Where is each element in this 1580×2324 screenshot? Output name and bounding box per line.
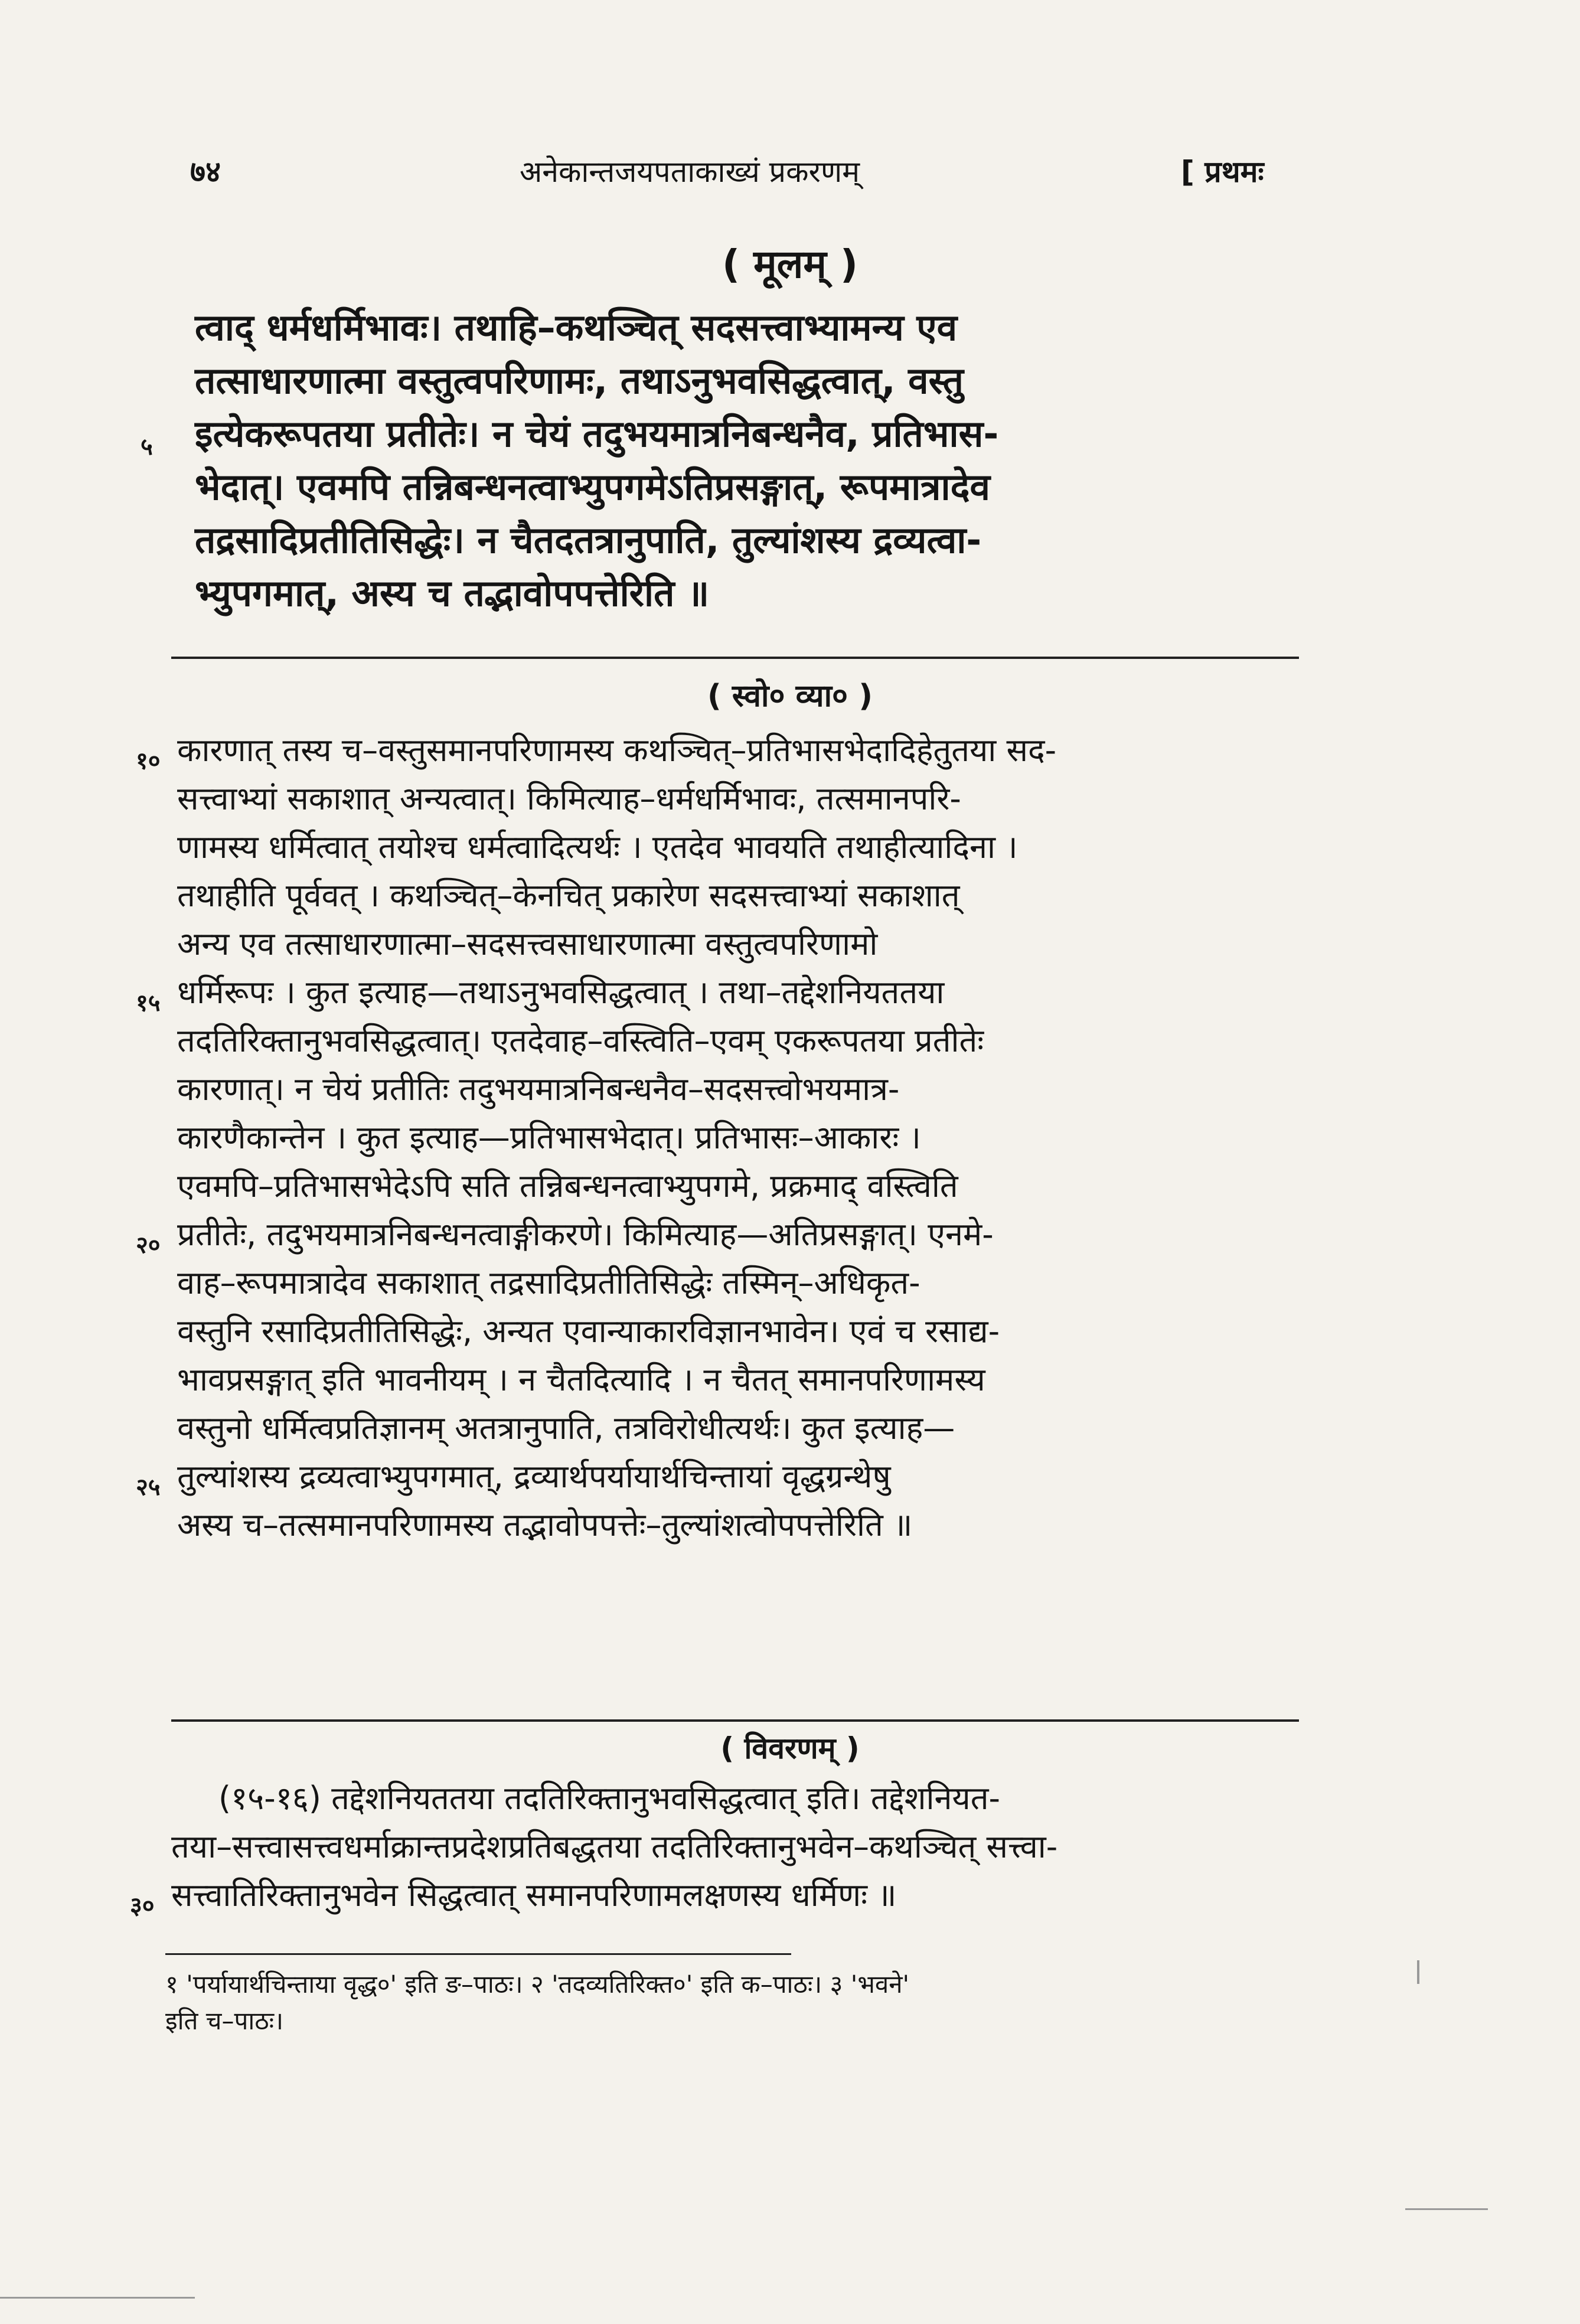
scan-mark <box>1405 2208 1488 2210</box>
tika-line: कारणात् तस्य च–वस्तुसमानपरिणामस्य कथञ्चित्–प्रतिभासभेदादिहेतुतया सद- <box>177 732 1057 769</box>
mula-heading: ( मूलम् ) <box>722 241 858 287</box>
line-number: २० <box>136 1232 161 1259</box>
tika-line: कारणात्। न चेयं प्रतीतिः तदुभयमात्रनिबन्धनैव–सदसत्त्वोभयमात्र- <box>177 1070 900 1108</box>
tika-line: एवमपि–प्रतिभासभेदेऽपि सति तन्निबन्धनत्वाभ्युपगमे, प्रक्रमाद् वस्त्विति <box>177 1167 958 1205</box>
footnote-line: इति च–पाठः। <box>165 2006 283 2035</box>
mula-line: तत्साधारणात्मा वस्तुत्वपरिणामः, तथाऽनुभवसिद्धत्वात्, वस्तु <box>195 359 964 402</box>
tika-line: वाह–रूपमात्रादेव सकाशात् तद्रसादिप्रतीतिसिद्धेः तस्मिन्–अधिकृत- <box>177 1264 920 1301</box>
section-label: [ प्रथमः <box>1181 155 1264 189</box>
footnote-line: १ 'पर्यायार्थचिन्ताया वृद्ध०' इति ङ–पाठः। २ 'तदव्यतिरिक्त०' इति क–पाठः। ३ 'भवने' <box>165 1970 910 1999</box>
tika-line: वस्तुनि रसादिप्रतीतिसिद्धेः, अन्यत एवान्याकारविज्ञानभावेन। एवं च रसाद्य- <box>177 1313 1000 1350</box>
line-number: ३० <box>130 1892 155 1920</box>
running-title: अनेकान्तजयपताकाख्यं प्रकरणम् <box>520 155 860 189</box>
mula-line: त्वाद् धर्मधर्मिभावः। तथाहि–कथञ्चित् सदसत्त्वाभ्यामन्य एव <box>195 306 958 349</box>
tika-line: तदतिरिक्तानुभवसिद्धत्वात्। एतदेवाह–वस्त्विति–एवम् एकरूपतया प्रतीतेः <box>177 1022 984 1059</box>
line-number: २५ <box>136 1474 161 1501</box>
line-number: १० <box>136 748 161 775</box>
scan-mark <box>0 2297 195 2299</box>
section-divider <box>171 657 1299 659</box>
vivarana-heading: ( विवरणम् ) <box>720 1731 860 1765</box>
tika-line: वस्तुनो धर्मित्वप्रतिज्ञानम् अतत्रानुपाति, तत्रविरोधीत्यर्थः। कुत इत्याह— <box>177 1409 955 1447</box>
footnote-rule <box>165 1953 791 1955</box>
tika-line: कारणैकान्तेन । कुत इत्याह—प्रतिभासभेदात्। प्रतिभासः–आकारः । <box>177 1119 921 1156</box>
scan-mark <box>1417 1960 1419 1984</box>
tika-line: अस्य च–तत्समानपरिणामस्य तद्भावोपपत्तेः–तुल्यांशत्वोपपत्तेरिति ॥ <box>177 1506 913 1543</box>
tika-line: धर्मिरूपः । कुत इत्याह—तथाऽनुभवसिद्धत्वात् । तथा–तद्देशनियततया <box>177 974 945 1011</box>
vivarana-line: सत्त्वातिरिक्तानुभवेन सिद्धत्वात् समानपरिणामलक्षणस्य धर्मिणः ॥ <box>171 1876 897 1914</box>
tika-line: सत्त्वाभ्यां सकाशात् अन्यत्वात्। किमित्याह–धर्मधर्मिभावः, तत्समानपरि- <box>177 780 961 817</box>
tika-line: णामस्य धर्मित्वात् तयोश्च धर्मत्वादित्यर्थः । एतदेव भावयति तथाहीत्यादिना । <box>177 828 1018 866</box>
mula-line: इत्येकरूपतया प्रतीतेः। न चेयं तदुभयमात्रनिबन्धनैव, प्रतिभास- <box>195 412 999 455</box>
tika-line: भावप्रसङ्गात् इति भावनीयम् । न चैतदित्यादि । न चैतत् समानपरिणामस्य <box>177 1361 985 1398</box>
tika-line: तथाहीति पूर्ववत् । कथञ्चित्–केनचित् प्रकारेण सदसत्त्वाभ्यां सकाशात् <box>177 877 960 914</box>
line-number: ५ <box>141 433 153 461</box>
vivarana-line: (१५-१६) तद्देशनियततया तदतिरिक्तानुभवसिद्धत्वात् इति। तद्देशनियत- <box>218 1780 1000 1817</box>
mula-line: तद्रसादिप्रतीतिसिद्धेः। न चैतदतत्रानुपाति, तुल्यांशस्य द्रव्यत्वा- <box>195 518 982 562</box>
page-number: ७४ <box>190 155 221 189</box>
tika-line: तुल्यांशस्य द्रव्यत्वाभ्युपगमात्, द्रव्यार्थपर्यायार्थचिन्तायां वृद्धग्रन्थेषु <box>177 1458 891 1495</box>
mula-line: भेदात्। एवमपि तन्निबन्धनत्वाभ्युपगमेऽतिप्रसङ्गात्, रूपमात्रादेव <box>195 465 990 508</box>
line-number: १५ <box>136 990 161 1017</box>
tika-line: अन्य एव तत्साधारणात्मा–सदसत्त्वसाधारणात्मा वस्तुत्वपरिणामो <box>177 925 878 962</box>
tika-line: प्रतीतेः, तदुभयमात्रनिबन्धनत्वाङ्गीकरणे। किमित्याह—अतिप्रसङ्गात्। एनमे- <box>177 1216 994 1253</box>
mula-line: भ्युपगमात्, अस्य च तद्भावोपपत्तेरिति ॥ <box>195 572 710 615</box>
vivarana-line: तया–सत्त्वासत्त्वधर्माक्रान्तप्रदेशप्रतिबद्धतया तदतिरिक्तानुभवेन–कथञ्चित् सत्त्वा- <box>171 1828 1058 1865</box>
section-divider <box>171 1719 1299 1722</box>
tika-heading: ( स्वो० व्या० ) <box>707 678 873 714</box>
